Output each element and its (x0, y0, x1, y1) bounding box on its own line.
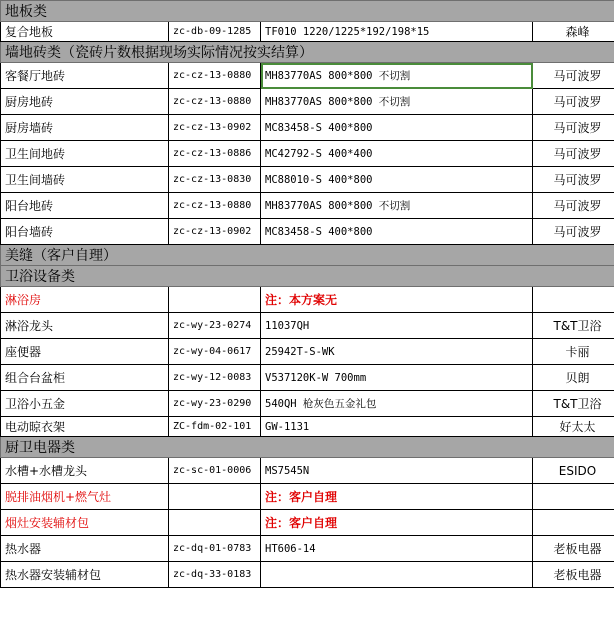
table-row (1, 287, 614, 313)
item-name-cell[interactable]: 脱排油烟机+燃气灶 (1, 484, 169, 510)
item-code-cell[interactable]: zc-wy-23-0274 (169, 313, 261, 339)
item-brand-cell[interactable] (533, 287, 614, 313)
item-name-cell[interactable]: 复合地板 (1, 22, 169, 42)
item-brand-cell[interactable]: 卡丽 (533, 339, 614, 365)
item-code-cell[interactable]: zc-db-09-1285 (169, 22, 261, 42)
item-code-cell[interactable]: zc-cz-13-0902 (169, 219, 261, 245)
table-row (1, 193, 614, 219)
table-row (1, 313, 614, 339)
item-code-cell[interactable]: zc-cz-13-0880 (169, 89, 261, 115)
item-code-cell[interactable]: zc-cz-13-0886 (169, 141, 261, 167)
table-row (1, 458, 614, 484)
item-name-cell[interactable]: 卫浴小五金 (1, 391, 169, 417)
item-spec-cell[interactable]: MC83458-S 400*800 (261, 115, 533, 141)
item-brand-cell[interactable]: 马可波罗 (533, 219, 614, 245)
table-row (1, 22, 614, 42)
item-spec-cell[interactable]: MH83770AS 800*800 不切割 (261, 89, 533, 115)
table-row (1, 167, 614, 193)
item-name-cell[interactable]: 水槽+水槽龙头 (1, 458, 169, 484)
item-spec-cell[interactable]: HT606-14 (261, 536, 533, 562)
item-note-cell[interactable]: 注：本方案无 (261, 287, 533, 313)
item-spec-cell[interactable] (261, 562, 533, 588)
item-code-cell[interactable]: zc-cz-13-0830 (169, 167, 261, 193)
section-header (1, 245, 614, 266)
item-brand-cell[interactable]: 森峰 (533, 22, 614, 42)
item-brand-cell[interactable]: 老板电器 (533, 562, 614, 588)
item-spec-cell[interactable]: 25942T-S-WK (261, 339, 533, 365)
item-name-cell[interactable]: 座便器 (1, 339, 169, 365)
item-name-cell[interactable]: 热水器 (1, 536, 169, 562)
item-spec-cell[interactable]: MH83770AS 800*800 不切割 (261, 193, 533, 219)
table-row (1, 219, 614, 245)
item-spec-cell-selected[interactable]: MH83770AS 800*800 不切割 (261, 63, 533, 89)
item-code-cell[interactable]: zc-dq-33-0183 (169, 562, 261, 588)
section-title[interactable]: 卫浴设备类 (1, 266, 614, 287)
item-name-cell[interactable]: 客餐厅地砖 (1, 63, 169, 89)
item-code-cell[interactable]: zc-wy-12-0083 (169, 365, 261, 391)
table-row (1, 417, 614, 437)
table-row (1, 536, 614, 562)
item-name-cell[interactable]: 卫生间墙砖 (1, 167, 169, 193)
item-brand-cell[interactable]: 马可波罗 (533, 193, 614, 219)
item-code-cell[interactable]: zc-cz-13-0902 (169, 115, 261, 141)
item-note-cell[interactable]: 注：客户自理 (261, 510, 533, 536)
section-title[interactable]: 美缝（客户自理） (1, 245, 614, 266)
table-row (1, 562, 614, 588)
section-header (1, 266, 614, 287)
item-code-cell[interactable] (169, 510, 261, 536)
table-row (1, 141, 614, 167)
item-name-cell[interactable]: 阳台墙砖 (1, 219, 169, 245)
table-row (1, 115, 614, 141)
table-row (1, 339, 614, 365)
item-brand-cell[interactable]: 好太太 (533, 417, 614, 437)
item-code-cell[interactable]: zc-cz-13-0880 (169, 63, 261, 89)
item-name-cell[interactable]: 电动晾衣架 (1, 417, 169, 437)
table-row (1, 391, 614, 417)
item-name-cell[interactable]: 组合台盆柜 (1, 365, 169, 391)
item-code-cell[interactable]: zc-dq-01-0783 (169, 536, 261, 562)
item-name-cell[interactable]: 淋浴房 (1, 287, 169, 313)
table-row (1, 89, 614, 115)
section-title[interactable]: 厨卫电器类 (1, 437, 614, 458)
item-brand-cell[interactable]: 老板电器 (533, 536, 614, 562)
item-spec-cell[interactable]: V537120K-W 700mm (261, 365, 533, 391)
item-spec-cell[interactable]: MC42792-S 400*400 (261, 141, 533, 167)
item-name-cell[interactable]: 厨房墙砖 (1, 115, 169, 141)
item-code-cell[interactable]: ZC-fdm-02-101 (169, 417, 261, 437)
table-row (1, 365, 614, 391)
item-brand-cell[interactable]: T&T卫浴 (533, 391, 614, 417)
table-row (1, 510, 614, 536)
item-spec-cell[interactable]: MC83458-S 400*800 (261, 219, 533, 245)
item-brand-cell[interactable]: 马可波罗 (533, 89, 614, 115)
item-spec-cell[interactable]: GW-1131 (261, 417, 533, 437)
item-spec-cell[interactable]: MS7545N (261, 458, 533, 484)
item-code-cell[interactable] (169, 484, 261, 510)
item-note-cell[interactable]: 注：客户自理 (261, 484, 533, 510)
item-spec-cell[interactable]: 540QH 枪灰色五金礼包 (261, 391, 533, 417)
table-row (1, 484, 614, 510)
section-header (1, 1, 614, 22)
item-spec-cell[interactable]: 11037QH (261, 313, 533, 339)
item-brand-cell[interactable]: T&T卫浴 (533, 313, 614, 339)
item-brand-cell[interactable]: 马可波罗 (533, 167, 614, 193)
item-code-cell[interactable]: zc-cz-13-0880 (169, 193, 261, 219)
item-code-cell[interactable]: zc-wy-04-0617 (169, 339, 261, 365)
item-brand-cell[interactable]: 贝朗 (533, 365, 614, 391)
item-code-cell[interactable]: zc-wy-23-0290 (169, 391, 261, 417)
item-brand-cell[interactable]: 马可波罗 (533, 141, 614, 167)
item-name-cell[interactable]: 阳台地砖 (1, 193, 169, 219)
item-brand-cell[interactable] (533, 484, 614, 510)
table-row (1, 63, 614, 89)
section-title[interactable]: 地板类 (1, 1, 614, 22)
item-code-cell[interactable]: zc-sc-01-0006 (169, 458, 261, 484)
item-spec-cell[interactable]: MC88010-S 400*800 (261, 167, 533, 193)
item-brand-cell[interactable]: ESIDO (533, 458, 614, 484)
item-name-cell[interactable]: 淋浴龙头 (1, 313, 169, 339)
item-brand-cell[interactable] (533, 510, 614, 536)
item-name-cell[interactable]: 热水器安装辅材包 (1, 562, 169, 588)
item-name-cell[interactable]: 卫生间地砖 (1, 141, 169, 167)
item-name-cell[interactable]: 厨房地砖 (1, 89, 169, 115)
item-name-cell[interactable]: 烟灶安装辅材包 (1, 510, 169, 536)
section-header (1, 437, 614, 458)
item-code-cell[interactable] (169, 287, 261, 313)
section-title[interactable]: 墙地砖类（瓷砖片数根据现场实际情况按实结算） (1, 42, 614, 63)
item-spec-cell[interactable]: TF010 1220/1225*192/198*15 (261, 22, 533, 42)
item-brand-cell[interactable]: 马可波罗 (533, 115, 614, 141)
section-header (1, 42, 614, 63)
item-brand-cell[interactable]: 马可波罗 (533, 63, 614, 89)
